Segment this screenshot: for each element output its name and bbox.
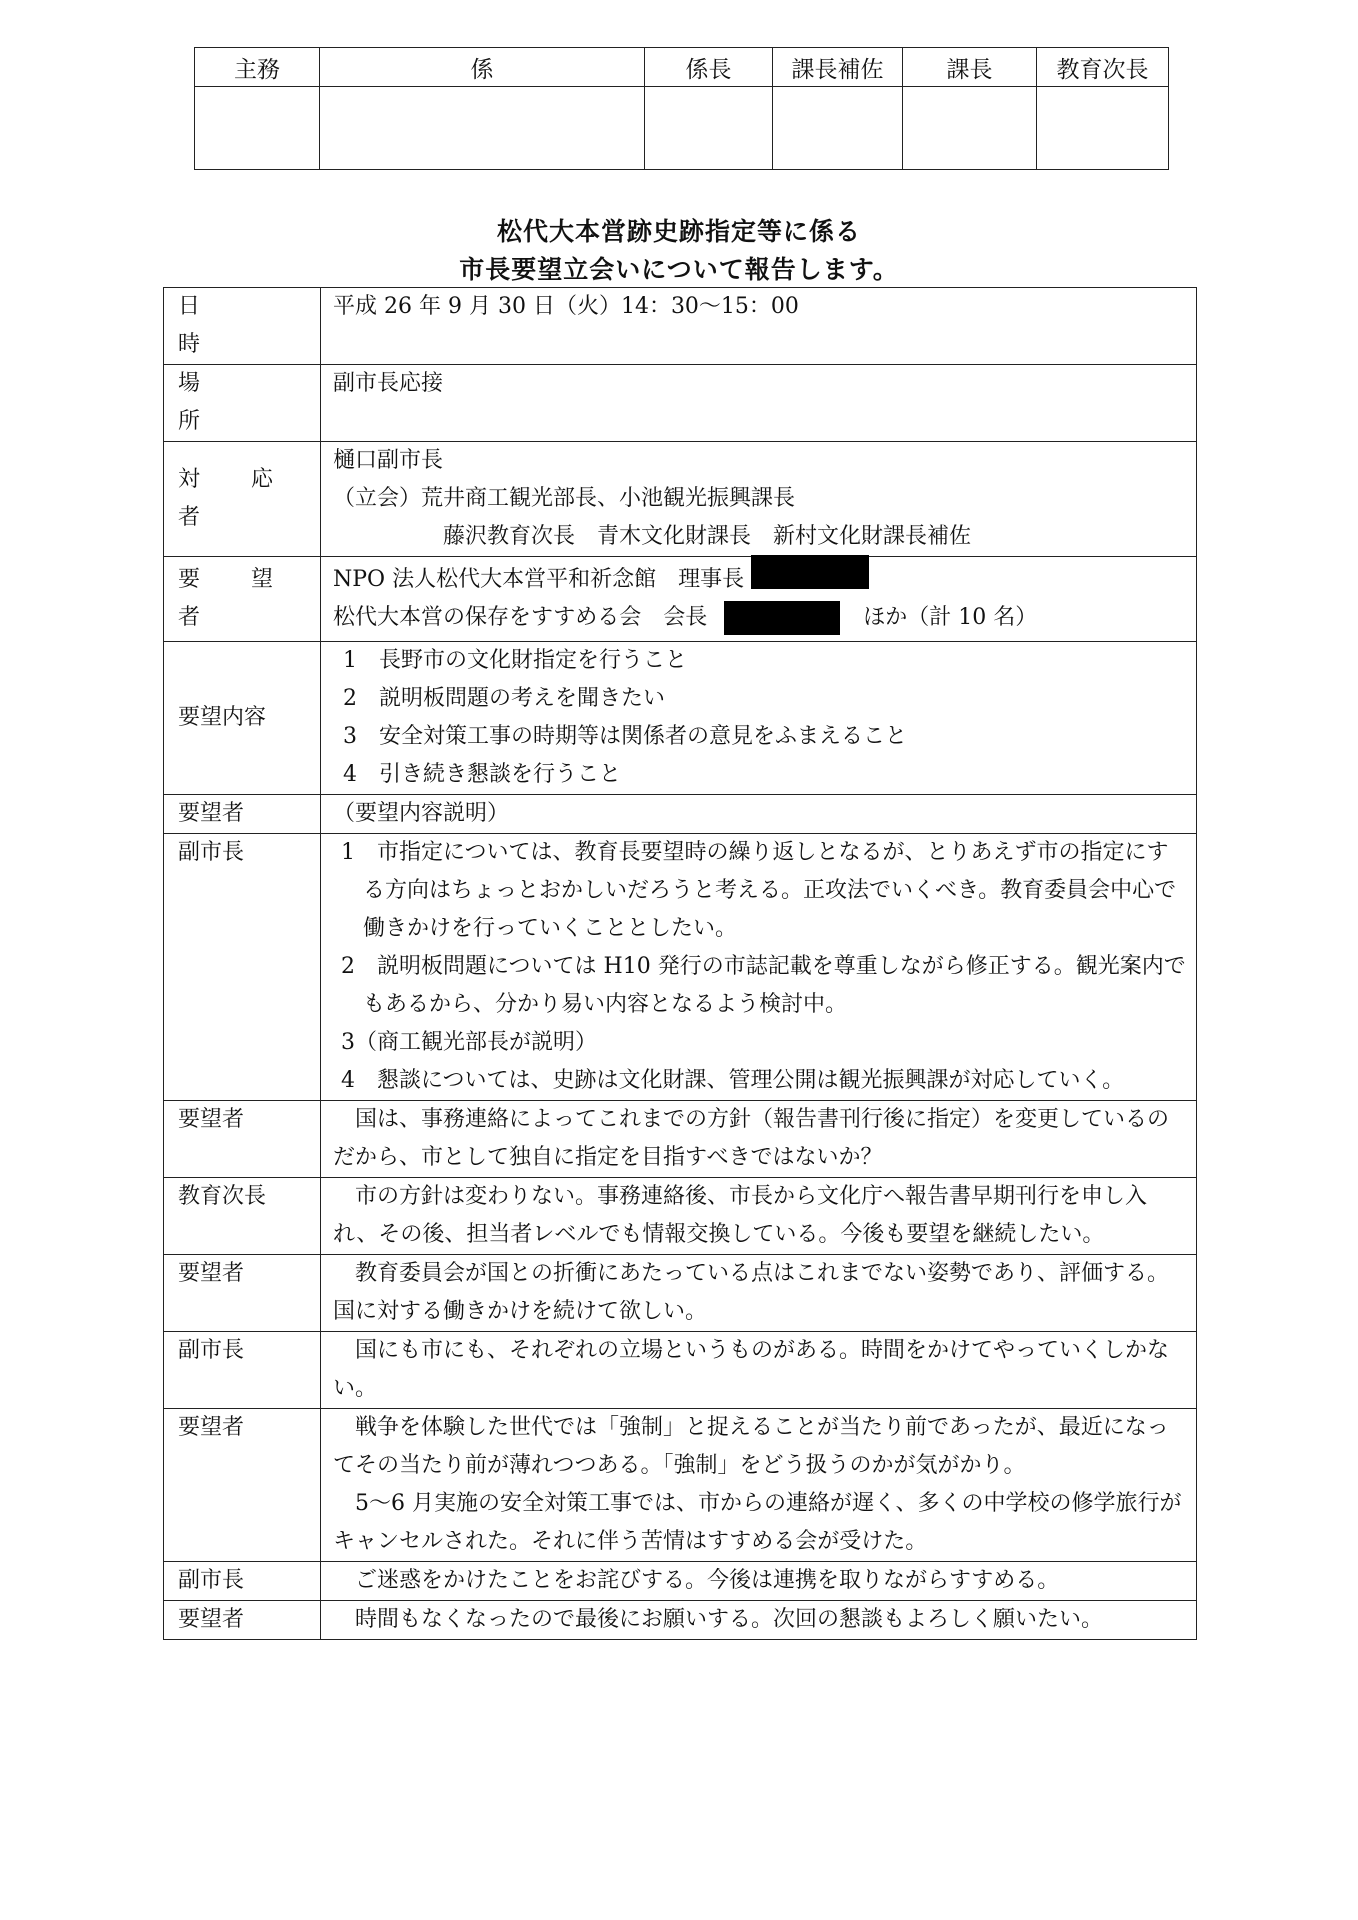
dialogue-row — [164, 1332, 1197, 1409]
speaker-label: 副市長 — [164, 834, 321, 1101]
requests-value — [321, 642, 1197, 795]
speaker-label: 教育次長 — [164, 1178, 321, 1255]
statement — [321, 1332, 1197, 1409]
requesters-value — [321, 557, 1197, 642]
dialogue-row — [164, 1101, 1197, 1178]
request-item: 1 長野市の文化財指定を行うこと — [343, 648, 687, 673]
approval-header-kakaricho: 係長 — [645, 48, 773, 87]
requester-line-2 — [333, 599, 1186, 637]
statement-text: 国は、事務連絡によってこれまでの方針（報告書刊行後に指定）を変更しているのだから、市として独自に指定を目指すべきではないか？ — [333, 1107, 1170, 1170]
approval-header-kakari: 係 — [320, 48, 645, 87]
place-row — [164, 365, 1197, 442]
dialogue-row — [164, 1409, 1197, 1562]
requests-row — [164, 642, 1197, 795]
approval-stamp-box — [1037, 87, 1169, 170]
statement-text: 戦争を体験した世代では「強制」と捉えることが当たり前であったが、最近になってその当たり前が薄れつつある。「強制」をどう扱うのかが気がかり。 — [333, 1415, 1169, 1478]
approval-header-shumu: 主務 — [195, 48, 320, 87]
speaker-label: 要望者 — [164, 1101, 321, 1178]
statement-text: 教育委員会が国との折衝にあたっている点はこれまでない姿勢であり、評価する。国に対する働きかけを続けて欲しい。 — [333, 1261, 1170, 1324]
approval-stamp-box — [773, 87, 903, 170]
dialogue-row — [164, 1255, 1197, 1332]
speaker-label: 副市長 — [164, 1562, 321, 1601]
request-item: 3 安全対策工事の時期等は関係者の意見をふまえること — [343, 724, 907, 749]
statement-item: 3（商工観光部長が説明） — [341, 1030, 597, 1055]
statement-item: 4 懇談については、史跡は文化財課、管理公開は観光振興課が対応していく。 — [341, 1068, 1125, 1093]
statement — [321, 1255, 1197, 1332]
requesters-row — [164, 557, 1197, 642]
report-table — [163, 287, 1197, 1640]
approval-header-kacho: 課長 — [903, 48, 1037, 87]
attendees-value — [321, 442, 1197, 557]
dialogue-row — [164, 1601, 1197, 1640]
report-title-line2: 市長要望立会いについて報告します。 — [459, 255, 899, 284]
requester-org-2: 松代大本営の保存をすすめる会 会長 — [333, 605, 708, 630]
statement-text: 5～6 月実施の安全対策工事では、市からの連絡が遅く、多くの中学校の修学旅行がキャンセルされた。それに伴う苦情はすすめる会が受けた。 — [333, 1491, 1182, 1554]
approval-header-kyoikujicho: 教育次長 — [1037, 48, 1169, 87]
statement-text: 国にも市にも、それぞれの立場というものがある。時間をかけてやっていくしかない。 — [333, 1338, 1170, 1401]
request-item: 2 説明板問題の考えを聞きたい — [343, 686, 665, 711]
dialogue-row — [164, 834, 1197, 1101]
approval-stamp-box — [320, 87, 645, 170]
statement — [321, 795, 1197, 834]
statement-text: （要望内容説明） — [333, 801, 510, 826]
requester-org-1: NPO 法人松代大本営平和祈念館 理事長 — [333, 567, 745, 592]
statement — [321, 1601, 1197, 1640]
speaker-label: 要望者 — [164, 795, 321, 834]
attendee-line: （立会）荒井商工観光部長、小池観光振興課長 — [333, 486, 796, 511]
statement-text: 市の方針は変わりない。事務連絡後、市長から文化庁へ報告書早期刊行を申し入れ、その後、担当者レベルでも情報交換している。今後も要望を継続したい。 — [333, 1184, 1148, 1247]
attendees-row — [164, 442, 1197, 557]
report-title-line1: 松代大本営跡史跡指定等に係る — [496, 217, 861, 246]
statement — [321, 1562, 1197, 1601]
dialogue-row — [164, 1562, 1197, 1601]
attendee-line: 樋口副市長 — [333, 448, 444, 473]
statement — [321, 1101, 1197, 1178]
date-value: 平成 26 年 9 月 30 日（火）14：30～15：00 — [321, 288, 1197, 365]
redaction-box — [724, 601, 840, 635]
statement — [321, 1409, 1197, 1562]
statement-text: ご迷惑をかけたことをお詫びする。今後は連携を取りながらすすめる。 — [355, 1568, 1060, 1593]
redaction-box — [751, 555, 869, 589]
requests-label: 要望内容 — [164, 642, 321, 795]
request-item: 4 引き続き懇談を行うこと — [343, 762, 621, 787]
statement-item: 2 説明板問題については H10 発行の市誌記載を尊重しながら修正する。観光案内でもあるから、分かり易い内容となるよう検討中。 — [341, 954, 1186, 1017]
attendee-line: 藤沢教育次長 青木文化財課長 新村文化財課長補佐 — [443, 524, 972, 549]
dialogue-row — [164, 1178, 1197, 1255]
place-label: 場 所 — [164, 365, 321, 442]
place-value: 副市長応接 — [321, 365, 1197, 442]
dialogue-row — [164, 795, 1197, 834]
attendees-label: 対 応 者 — [164, 442, 321, 557]
date-row — [164, 288, 1197, 365]
statement — [321, 1178, 1197, 1255]
speaker-label: 要望者 — [164, 1255, 321, 1332]
approval-header-kachohosa: 課長補佐 — [773, 48, 903, 87]
approval-stamp-box — [645, 87, 773, 170]
statement — [321, 834, 1197, 1101]
requester-line-1 — [333, 561, 1186, 599]
statement-item: 1 市指定については、教育長要望時の繰り返しとなるが、とりあえず市の指定にする方向はちょっとおかしいだろうと考える。正攻法でいくべき。教育委員会中心で働きかけを行っていくこととしたい。 — [341, 840, 1177, 941]
approval-stamp-box — [903, 87, 1037, 170]
speaker-label: 要望者 — [164, 1601, 321, 1640]
requesters-label: 要 望 者 — [164, 557, 321, 642]
date-label: 日 時 — [164, 288, 321, 365]
statement-text: 時間もなくなったので最後にお願いする。次回の懇談もよろしく願いたい。 — [355, 1607, 1104, 1632]
requester-count: ほか（計 10 名） — [863, 605, 1038, 630]
approval-stamp-box — [195, 87, 320, 170]
approval-stamp-table — [194, 47, 1169, 170]
speaker-label: 要望者 — [164, 1409, 321, 1562]
speaker-label: 副市長 — [164, 1332, 321, 1409]
